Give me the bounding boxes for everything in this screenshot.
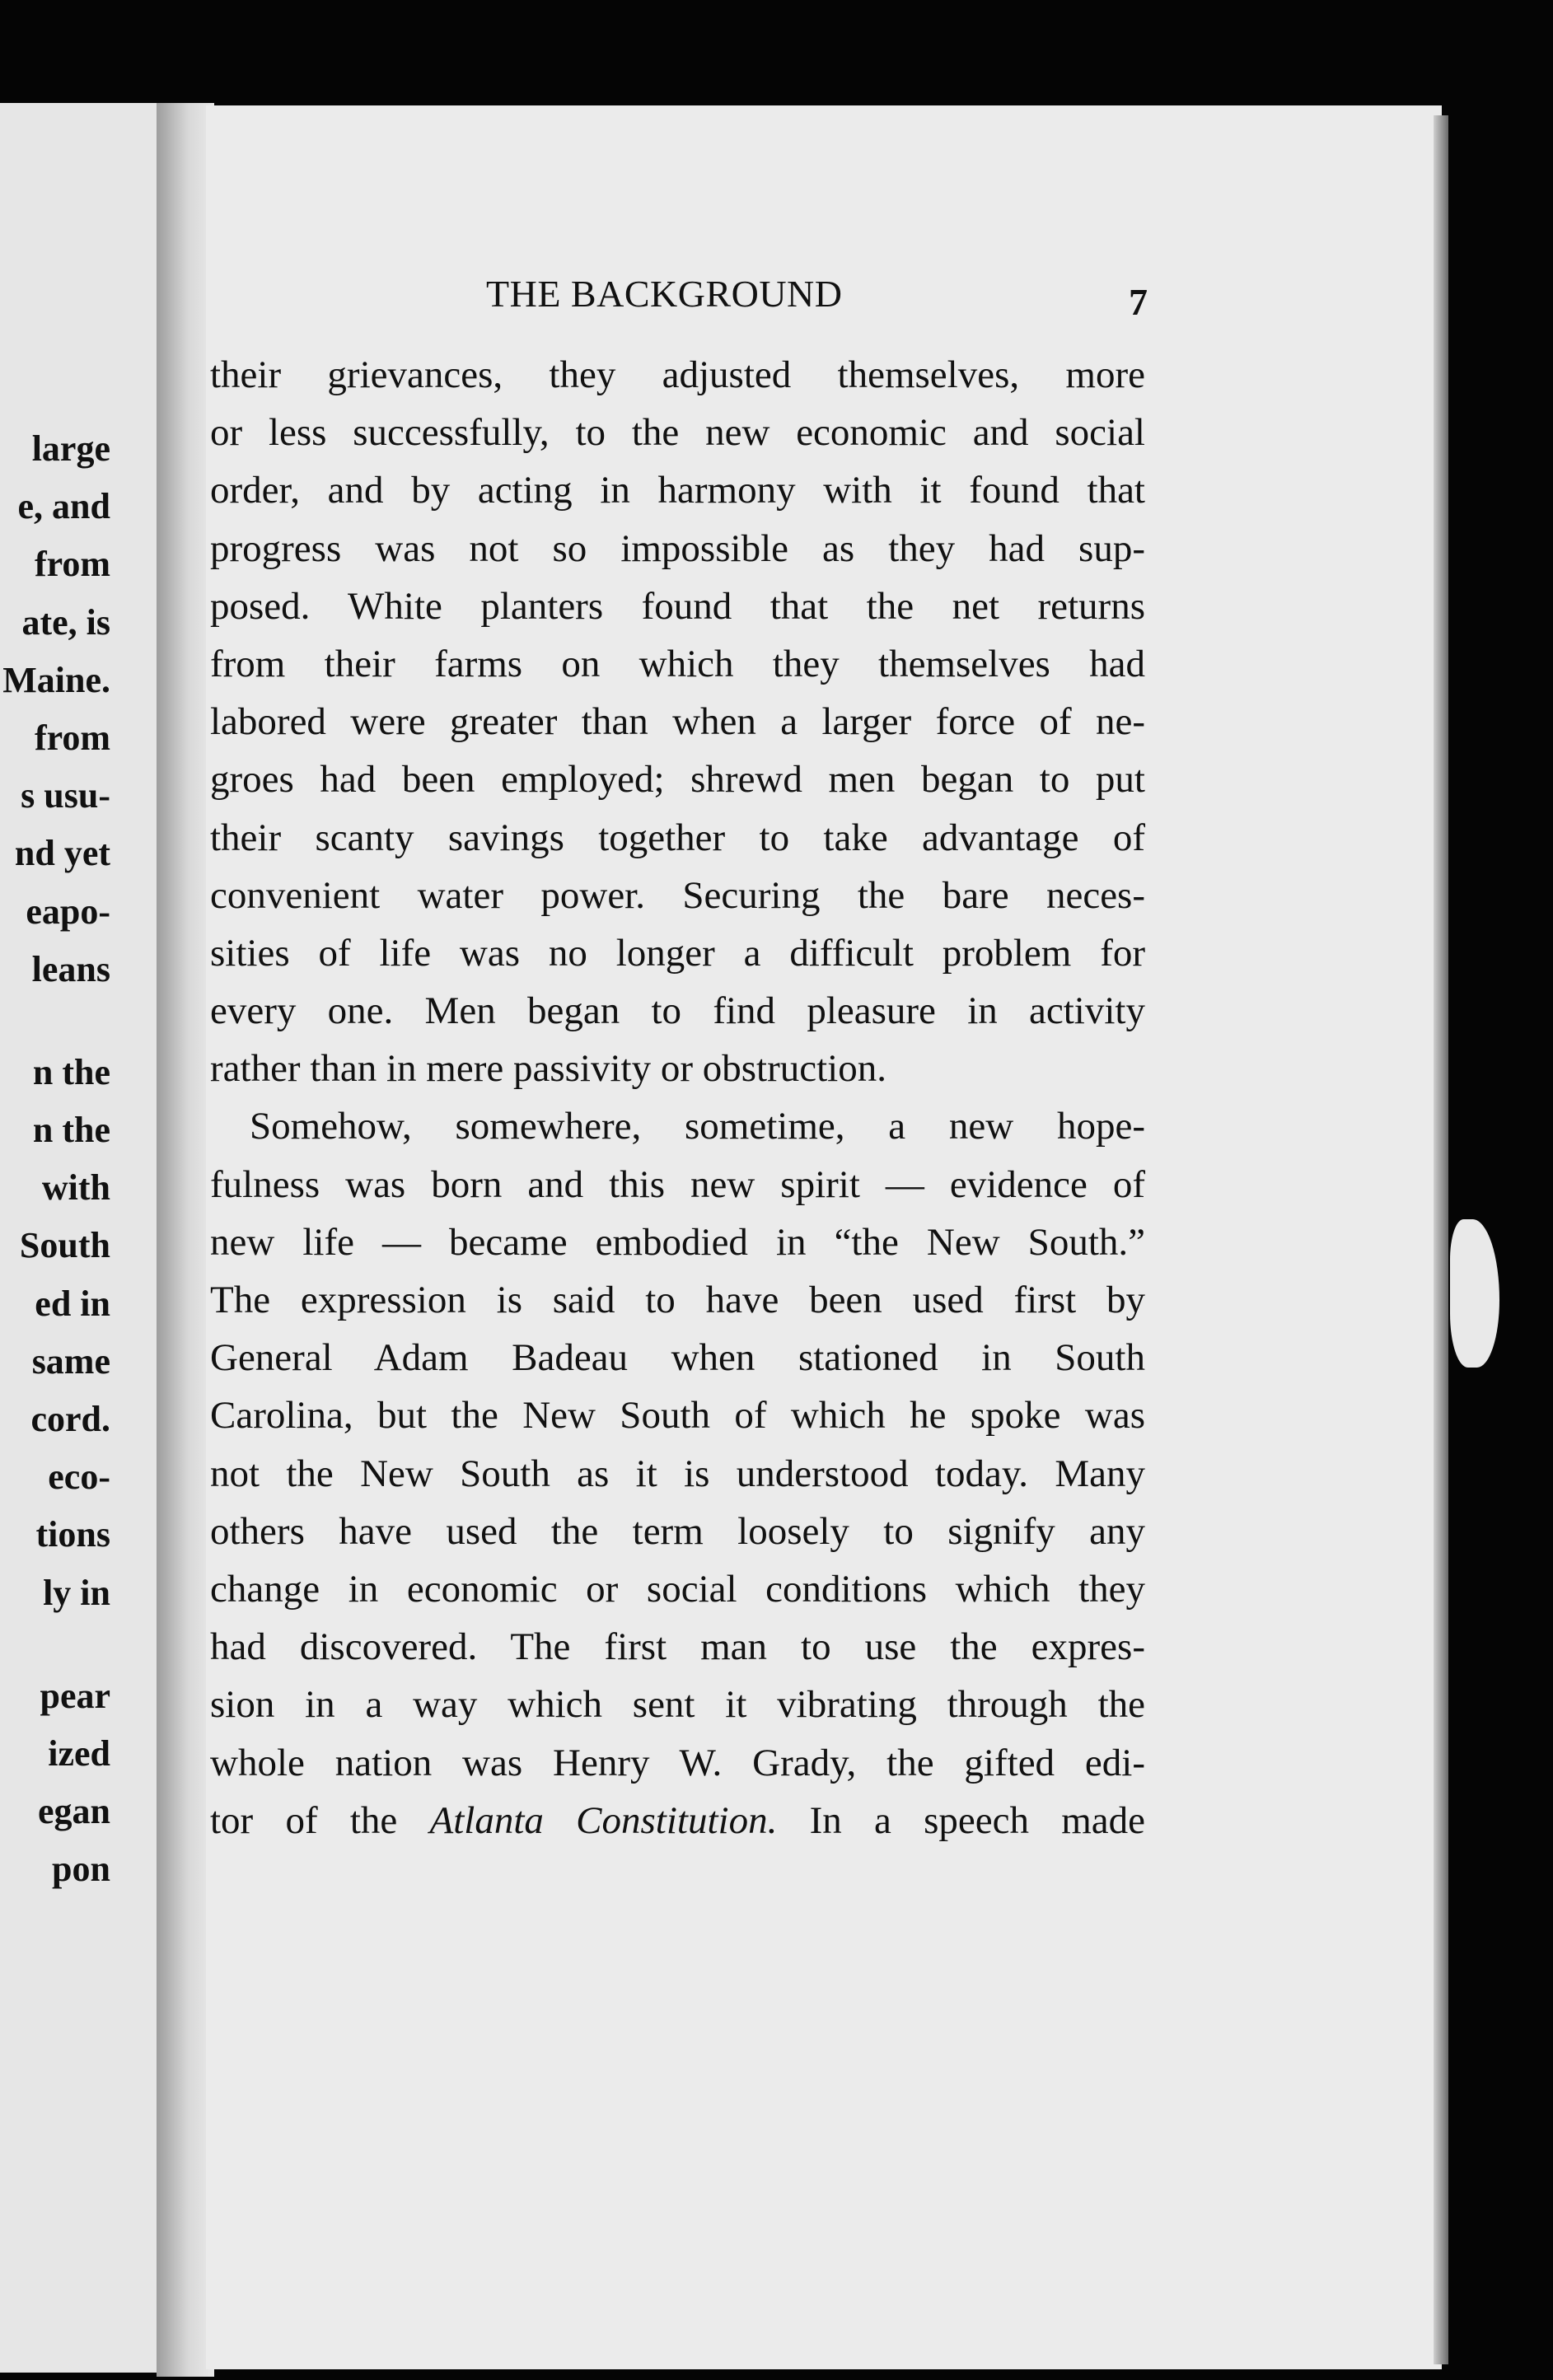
left-line: s usu-	[21, 775, 110, 816]
text-line: whole nation was Henry W. Grady, the gifted edi-	[210, 1741, 1145, 1784]
text-fragment: tor of the	[210, 1798, 430, 1842]
left-line: n the	[32, 1051, 110, 1092]
left-paragraph-gap	[0, 998, 110, 1044]
text-line: others have used the term loosely to signify any	[210, 1509, 1145, 1553]
left-line: e, and	[17, 486, 110, 527]
left-line: ate, is	[21, 601, 110, 643]
text-line: labored were greater than when a larger force of ne-	[210, 700, 1145, 744]
text-line: The expression is said to have been used first by	[210, 1279, 1145, 1321]
left-line: South	[19, 1225, 110, 1266]
text-fragment: In a speech made	[777, 1798, 1145, 1842]
left-line: ly in	[43, 1572, 110, 1613]
text-line: their scanty savings together to take advantage of	[210, 816, 1145, 859]
left-line: Maine.	[2, 659, 110, 700]
left-line: eco-	[48, 1457, 110, 1498]
left-line: from	[34, 717, 110, 758]
text-line: from their farms on which they themselves had	[210, 642, 1145, 685]
text-line: every one. Men began to find pleasure in activity	[210, 989, 1145, 1033]
left-line: egan	[38, 1791, 110, 1832]
text-line: posed. White planters found that the net returns	[210, 584, 1145, 628]
left-line: pear	[40, 1675, 110, 1716]
text-line: groes had been employed; shrewd men began to put	[210, 758, 1145, 802]
text-line: or less successfully, to the new economic and social	[210, 411, 1145, 455]
text-line: Somehow, somewhere, sometime, a new hope-	[250, 1105, 1145, 1148]
text-line: convenient water power. Securing the bare neces-	[210, 873, 1145, 917]
text-line-last	[210, 1792, 1145, 1849]
left-facing-page	[0, 103, 165, 2373]
text-line: sities of life was no longer a difficult problem for	[210, 931, 1145, 975]
italic-title: Atlanta Constitution.	[429, 1798, 778, 1842]
text-line: Carolina, but the New South of which he spoke was	[210, 1394, 1145, 1438]
body-text	[210, 346, 1145, 1849]
left-line: with	[41, 1167, 110, 1209]
left-line: ed in	[35, 1283, 110, 1324]
text-line: progress was not so impossible as they had sup-	[210, 526, 1145, 570]
left-line: pon	[52, 1849, 110, 1890]
running-header: THE BACKGROUND	[486, 273, 843, 315]
left-line: large	[31, 428, 110, 469]
left-line: tions	[35, 1514, 110, 1555]
left-line: same	[31, 1340, 110, 1382]
text-line: sion in a way which sent it vibrating through the	[210, 1683, 1145, 1727]
text-line: new life — became embodied in “the New South.”	[210, 1220, 1145, 1264]
text-line: had discovered. The first man to use the expres-	[210, 1625, 1145, 1669]
left-line: nd yet	[14, 833, 110, 874]
right-page-edge	[1434, 115, 1448, 2364]
left-line: n the	[32, 1110, 110, 1151]
left-line: eapo-	[26, 891, 110, 932]
text-line: their grievances, they adjusted themselves, more	[210, 353, 1145, 396]
text-line: not the New South as it is understood today. Many	[210, 1452, 1145, 1495]
text-line: General Adam Badeau when stationed in South	[210, 1336, 1145, 1380]
left-line: leans	[31, 948, 110, 989]
left-line: from	[34, 544, 110, 585]
left-page-text	[0, 420, 110, 1899]
left-line: ized	[48, 1732, 110, 1774]
page-number: 7	[1129, 281, 1148, 323]
left-paragraph-gap	[0, 1622, 110, 1667]
text-line: change in economic or social conditions which they	[210, 1567, 1145, 1611]
left-line: cord.	[30, 1399, 110, 1439]
text-line: fulness was born and this new spirit — evidence of	[210, 1162, 1145, 1206]
text-line: order, and by acting in harmony with it found that	[210, 469, 1145, 512]
text-line: rather than in mere passivity or obstruction.	[210, 1047, 886, 1091]
